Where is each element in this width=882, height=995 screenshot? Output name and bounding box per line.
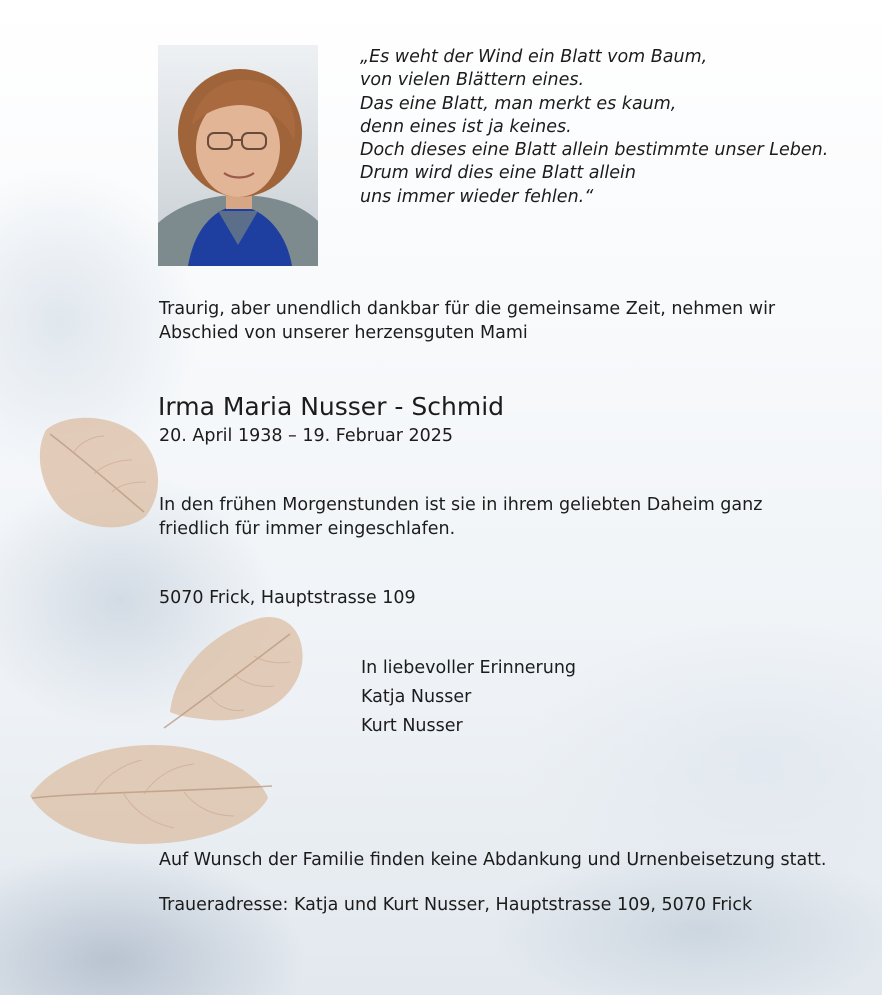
dried-leaf-icon	[160, 612, 310, 732]
intro-text	[159, 298, 775, 345]
ceremony-notice: Auf Wunsch der Familie finden keine Abdankung und Urnenbeisetzung statt.	[159, 850, 827, 870]
mourning-address: Traueradresse: Katja und Kurt Nusser, Hauptstrasse 109, 5070 Frick	[159, 895, 753, 915]
memory-heading: In liebevoller Erinnerung	[361, 658, 577, 678]
dried-leaf-icon	[34, 412, 170, 534]
life-dates: 20. April 1938 – 19. Februar 2025	[159, 426, 454, 446]
quote-line: Das eine Blatt, man merkt es kaum,	[360, 93, 677, 114]
portrait-photo-icon	[158, 45, 318, 266]
passing-line: friedlich für immer eingeschlafen.	[159, 518, 456, 539]
deceased-name: Irma Maria Nusser - Schmid	[158, 392, 505, 421]
mourner-name: Katja Nusser	[361, 686, 472, 707]
memory-block	[361, 654, 576, 740]
home-address: 5070 Frick, Hauptstrasse 109	[159, 588, 416, 608]
quote-line: Drum wird dies eine Blatt allein	[360, 163, 636, 184]
quote-poem	[360, 46, 828, 209]
dried-leaf-icon	[24, 736, 276, 852]
quote-line: uns immer wieder fehlen.“	[360, 186, 594, 207]
quote-line: „Es weht der Wind ein Blatt vom Baum,	[360, 47, 708, 67]
quote-line: Doch dieses eine Blatt allein bestimmte unser Leben.	[360, 140, 829, 161]
portrait-photo	[158, 45, 318, 266]
passing-text	[159, 494, 762, 541]
quote-line: von vielen Blättern eines.	[360, 70, 585, 91]
quote-line: denn eines ist ja keines.	[360, 116, 572, 137]
intro-line: Traurig, aber unendlich dankbar für die gemeinsame Zeit, nehmen wir	[159, 299, 776, 319]
passing-line: In den frühen Morgenstunden ist sie in ihrem geliebten Daheim ganz	[159, 495, 763, 515]
mourner-name: Kurt Nusser	[361, 715, 463, 736]
intro-line: Abschied von unserer herzensguten Mami	[159, 322, 528, 343]
